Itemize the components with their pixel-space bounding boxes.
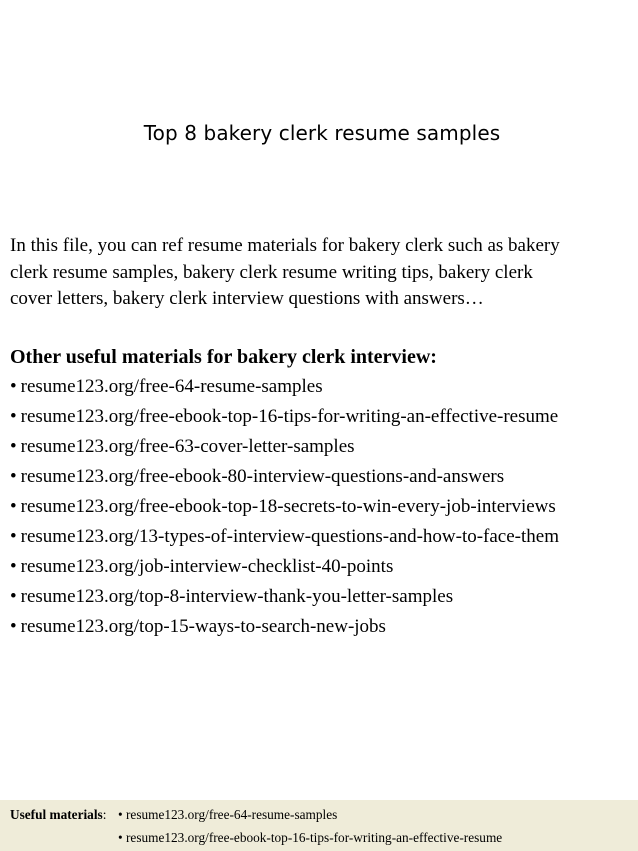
bullet-icon: • bbox=[10, 376, 17, 397]
intro-line: clerk resume samples, bakery clerk resume writing tips, bakery clerk bbox=[10, 261, 533, 283]
footer-link[interactable]: resume123.org/free-ebook-top-16-tips-for-writing-an-effective-resume bbox=[125, 830, 503, 845]
page-title: Top 8 bakery clerk resume samples bbox=[143, 121, 501, 145]
footer-label-text: Useful materials bbox=[10, 807, 103, 822]
list-item bbox=[10, 613, 559, 643]
material-link[interactable]: resume123.org/free-ebook-top-18-secrets-to-win-every-job-interviews bbox=[20, 496, 556, 517]
material-link[interactable]: resume123.org/13-types-of-interview-questions-and-how-to-face-them bbox=[20, 526, 559, 547]
bullet-icon: • bbox=[118, 830, 123, 845]
intro-line: cover letters, bakery clerk interview questions with answers… bbox=[10, 288, 484, 309]
bullet-icon: • bbox=[10, 466, 17, 487]
footer-link[interactable]: resume123.org/free-64-resume-samples bbox=[125, 807, 338, 822]
material-link[interactable]: resume123.org/top-8-interview-thank-you-letter-samples bbox=[20, 586, 454, 607]
bullet-icon: • bbox=[10, 436, 17, 457]
material-link[interactable]: resume123.org/job-interview-checklist-40-points bbox=[20, 556, 394, 577]
material-link[interactable]: resume123.org/free-64-resume-samples bbox=[20, 376, 323, 397]
footer-label bbox=[10, 807, 106, 823]
bullet-icon: • bbox=[10, 406, 17, 427]
intro-line: In this file, you can ref resume materials for bakery clerk such as bakery bbox=[10, 235, 560, 256]
intro-paragraph bbox=[10, 233, 634, 313]
list-item bbox=[10, 433, 559, 463]
bullet-icon: • bbox=[118, 807, 123, 822]
material-link[interactable]: resume123.org/free-ebook-top-16-tips-for-writing-an-effective-resume bbox=[20, 406, 559, 427]
bullet-icon: • bbox=[10, 616, 17, 637]
material-link[interactable]: resume123.org/free-ebook-80-interview-questions-and-answers bbox=[20, 466, 505, 487]
list-item bbox=[10, 463, 559, 493]
list-item bbox=[10, 493, 559, 523]
list-item bbox=[10, 553, 559, 583]
footer-link-line bbox=[118, 830, 502, 846]
materials-list bbox=[10, 373, 559, 643]
material-link[interactable]: resume123.org/free-63-cover-letter-samples bbox=[20, 436, 355, 457]
footer-link-line bbox=[118, 807, 337, 823]
material-link[interactable]: resume123.org/top-15-ways-to-search-new-jobs bbox=[20, 616, 386, 637]
bullet-icon: • bbox=[10, 586, 17, 607]
list-item bbox=[10, 523, 559, 553]
list-item bbox=[10, 373, 559, 403]
bullet-icon: • bbox=[10, 526, 17, 547]
materials-heading: Other useful materials for bakery clerk interview: bbox=[10, 346, 437, 368]
bullet-icon: • bbox=[10, 556, 17, 577]
list-item bbox=[10, 583, 559, 613]
list-item bbox=[10, 403, 559, 433]
footer-separator: : bbox=[102, 807, 107, 822]
footer-bar bbox=[0, 800, 638, 851]
bullet-icon: • bbox=[10, 496, 17, 517]
